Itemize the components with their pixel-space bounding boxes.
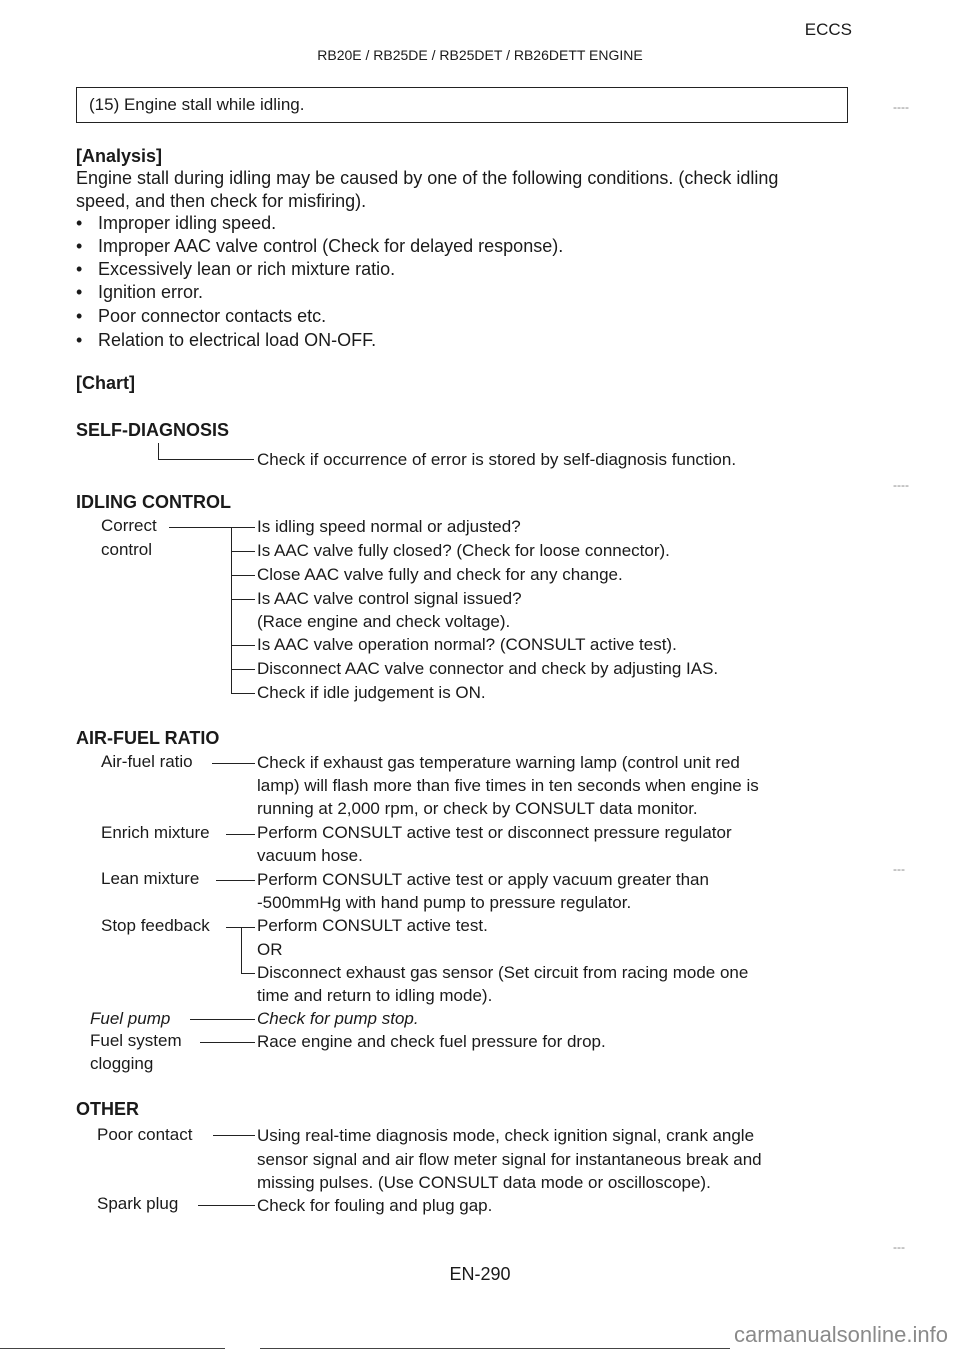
section-code: ECCS <box>804 20 852 39</box>
lean-mixture-label: Lean mixture <box>101 869 200 888</box>
idling-item: Check if idle judgement is ON. <box>257 683 486 702</box>
page-number: EN-290 <box>449 1264 511 1284</box>
idling-item: Is AAC valve operation normal? (CONSULT active test). <box>257 635 677 654</box>
connector-line <box>213 1135 255 1136</box>
poor-contact-label: Poor contact <box>97 1125 193 1144</box>
bullet-text: Improper idling speed. <box>98 213 277 233</box>
connector-line <box>226 834 255 835</box>
idling-item: Is AAC valve control signal issued? <box>257 589 522 608</box>
symptom-title: (15) Engine stall while idling. <box>89 95 305 114</box>
connector-line <box>231 599 255 600</box>
fuel-system-label-line2: clogging <box>90 1054 154 1073</box>
watermark: carmanualsonline.info <box>733 1322 948 1347</box>
idling-item: Is idling speed normal or adjusted? <box>257 517 521 536</box>
fuel-system-label: Fuel system <box>90 1031 182 1050</box>
self-diagnosis-item: Check if occurrence of error is stored by self-diagnosis function. <box>257 450 737 469</box>
enrich-mixture-text: vacuum hose. <box>257 846 363 865</box>
idling-label-line2: control <box>101 540 153 559</box>
stop-feedback-label: Stop feedback <box>101 916 210 935</box>
connector-line <box>169 527 255 528</box>
connector-line <box>241 973 255 974</box>
analysis-intro-line1: Engine stall during idling may be caused by one of the following conditions. (check idling <box>76 168 779 188</box>
idling-item: Is AAC valve fully closed? (Check for loose connector). <box>257 541 670 560</box>
engine-title: RB20E / RB25DE / RB25DET / RB26DETT ENGINE <box>317 47 643 63</box>
chart-heading: [Chart] <box>76 373 135 393</box>
air-fuel-ratio-text: Check if exhaust gas temperature warning lamp (control unit red <box>257 753 740 772</box>
connector-line <box>158 459 254 460</box>
idling-label-line1: Correct <box>101 516 157 535</box>
scan-mark: ‐‐‐‐ <box>893 478 909 492</box>
footer-rule <box>260 1348 730 1349</box>
idling-control-title: IDLING CONTROL <box>76 492 231 512</box>
connector-line <box>231 669 255 670</box>
other-title: OTHER <box>76 1099 139 1119</box>
connector-line <box>158 443 159 459</box>
list-item: • Ignition error. <box>76 282 204 302</box>
stop-feedback-text: OR <box>257 940 283 959</box>
poor-contact-text: sensor signal and air flow meter signal for instantaneous break and <box>257 1150 762 1169</box>
bullet-text: Ignition error. <box>98 282 204 302</box>
connector-line <box>241 927 242 973</box>
spark-plug-label: Spark plug <box>97 1194 179 1213</box>
air-fuel-ratio-label: Air-fuel ratio <box>101 752 193 771</box>
analysis-intro-line2: speed, and then check for misfiring). <box>76 191 367 211</box>
connector-line <box>231 693 255 694</box>
list-item: • Improper AAC valve control (Check for delayed response). <box>76 236 564 256</box>
list-item: • Poor connector contacts etc. <box>76 306 327 326</box>
connector-line <box>231 551 255 552</box>
connector-line <box>231 575 255 576</box>
poor-contact-text: Using real-time diagnosis mode, check ignition signal, crank angle <box>257 1126 755 1145</box>
connector-line <box>212 763 255 764</box>
bullet-text: Poor connector contacts etc. <box>98 306 327 326</box>
fuel-system-text: Race engine and check fuel pressure for drop. <box>257 1032 606 1051</box>
connector-line <box>190 1019 255 1020</box>
idling-item: Close AAC valve fully and check for any change. <box>257 565 623 584</box>
air-fuel-ratio-text: running at 2,000 rpm, or check by CONSULT data monitor. <box>257 799 698 818</box>
bullet-text: Excessively lean or rich mixture ratio. <box>98 259 396 279</box>
connector-line <box>216 880 255 881</box>
list-item: • Improper idling speed. <box>76 213 277 233</box>
bullet-text: Relation to electrical load ON-OFF. <box>98 330 377 350</box>
poor-contact-text: missing pulses. (Use CONSULT data mode or oscilloscope). <box>257 1173 711 1192</box>
spark-plug-text: Check for fouling and plug gap. <box>257 1196 493 1215</box>
lean-mixture-text: -500mmHg with hand pump to pressure regulator. <box>257 893 632 912</box>
footer-rule <box>0 1348 225 1349</box>
scan-mark: ‐‐‐‐ <box>893 100 909 114</box>
stop-feedback-text: Disconnect exhaust gas sensor (Set circuit from racing mode one <box>257 963 749 982</box>
list-item: • Excessively lean or rich mixture ratio. <box>76 259 396 279</box>
enrich-mixture-text: Perform CONSULT active test or disconnect pressure regulator <box>257 823 732 842</box>
list-item: • Relation to electrical load ON-OFF. <box>76 330 377 350</box>
enrich-mixture-label: Enrich mixture <box>101 823 210 842</box>
stop-feedback-text: Perform CONSULT active test. <box>257 916 488 935</box>
fuel-pump-label: Fuel pump <box>90 1009 171 1028</box>
scan-mark: ‐‐‐ <box>893 862 905 876</box>
air-fuel-title: AIR-FUEL RATIO <box>76 728 220 748</box>
scan-mark: ‐‐‐ <box>893 1240 905 1254</box>
bullet-text: Improper AAC valve control (Check for delayed response). <box>98 236 564 256</box>
connector-line <box>198 1205 255 1206</box>
idling-item: (Race engine and check voltage). <box>257 612 511 631</box>
idling-item: Disconnect AAC valve connector and check by adjusting IAS. <box>257 659 719 678</box>
lean-mixture-text: Perform CONSULT active test or apply vacuum greater than <box>257 870 709 889</box>
connector-line <box>231 645 255 646</box>
stop-feedback-text: time and return to idling mode). <box>257 986 493 1005</box>
fuel-pump-text: Check for pump stop. <box>257 1009 419 1028</box>
connector-line <box>200 1042 255 1043</box>
air-fuel-ratio-text: lamp) will flash more than five times in ten seconds when engine is <box>257 776 759 795</box>
analysis-heading: [Analysis] <box>76 146 163 166</box>
symptom-box <box>76 87 848 123</box>
self-diagnosis-title: SELF-DIAGNOSIS <box>76 420 230 440</box>
